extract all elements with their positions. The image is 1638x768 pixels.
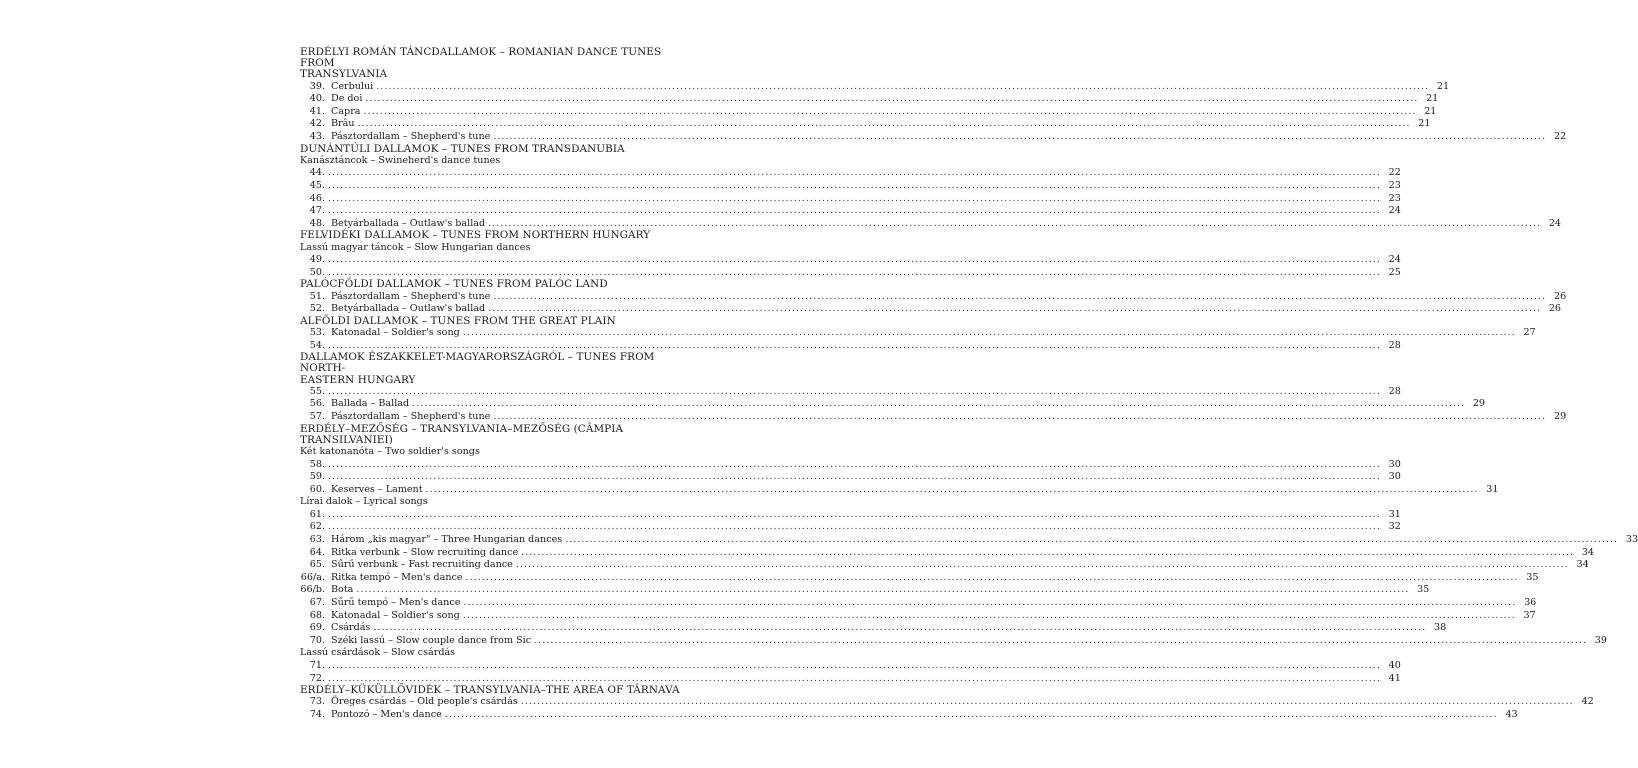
dot-leader: .................................................................................................................................................................................................................................................................... bbox=[328, 508, 1381, 520]
entry-page-number: 30 bbox=[1388, 458, 1401, 470]
entry-title: Betyárballada – Outlaw's ballad bbox=[331, 217, 486, 229]
entry-page-number: 42 bbox=[1581, 696, 1594, 708]
dot-leader: .................................................................................................................................................................................................................................................................... bbox=[493, 410, 1547, 422]
entry-page-number: 21 bbox=[1418, 118, 1431, 130]
toc-entry[interactable] bbox=[300, 634, 1607, 648]
dot-leader: .................................................................................................................................................................................................................................................................... bbox=[328, 266, 1381, 278]
entry-title: Ritka tempó – Men's dance bbox=[331, 571, 463, 583]
entry-number: 56. bbox=[309, 398, 325, 410]
section-title bbox=[300, 144, 692, 155]
section-title bbox=[300, 47, 692, 81]
dot-leader: .................................................................................................................................................................................................................................................................... bbox=[565, 534, 1619, 546]
toc-entry[interactable] bbox=[300, 471, 1401, 484]
entry-number: 67. bbox=[309, 597, 325, 609]
dot-leader: .................................................................................................................................................................................................................................................................... bbox=[425, 483, 1479, 495]
entry-number: 48. bbox=[309, 217, 325, 229]
entry-page-number: 31 bbox=[1486, 483, 1499, 495]
entry-title: Pontozó – Men's dance bbox=[331, 708, 442, 720]
toc-entry[interactable] bbox=[300, 192, 1401, 206]
toc-entry[interactable] bbox=[300, 326, 1536, 340]
toc-entry[interactable] bbox=[300, 622, 1447, 635]
entry-number: 71. bbox=[309, 660, 325, 671]
entry-title: Capra bbox=[331, 105, 361, 117]
section-title-line: DALLAMOK ÉSZAKKELET-MAGYARORSZÁGRÓL – TUNES FROM NORTH- bbox=[300, 351, 655, 375]
entry-page-number: 29 bbox=[1472, 398, 1486, 410]
entry-number: 66/a. bbox=[300, 571, 325, 583]
dot-leader: .................................................................................................................................................................................................................................................................... bbox=[328, 672, 1381, 684]
entry-number: 39. bbox=[309, 80, 325, 92]
section-title bbox=[300, 279, 692, 290]
entry-page-number: 28 bbox=[1388, 385, 1401, 397]
toc-entry[interactable] bbox=[300, 93, 1439, 106]
section-title bbox=[300, 230, 692, 241]
entry-title: Cerbului bbox=[331, 80, 374, 92]
entry-number: 57. bbox=[309, 410, 325, 422]
toc-entry[interactable] bbox=[300, 130, 1567, 144]
subsection-title: Két katonanóta – Two soldier's songs bbox=[300, 445, 480, 457]
section-title-line: TRANSYLVANIA bbox=[300, 68, 388, 81]
subsection-title: Lassú csárdások – Slow csárdás bbox=[300, 647, 456, 659]
entry-number: 65. bbox=[309, 559, 325, 571]
entry-number: 63. bbox=[309, 534, 325, 546]
entry-page-number: 22 bbox=[1553, 130, 1567, 142]
entry-page-number: 21 bbox=[1426, 93, 1439, 105]
entry-page-number: 24 bbox=[1548, 217, 1562, 229]
entry-title: De doi bbox=[331, 93, 363, 105]
entry-page-number: 31 bbox=[1388, 508, 1401, 520]
toc-entry[interactable] bbox=[300, 410, 1567, 424]
section-title bbox=[300, 424, 692, 446]
entry-number: 45. bbox=[309, 179, 325, 191]
section-title-line: ERDÉLY–MEZŐSÉG – TRANSYLVANIA–MEZŐSÉG (CÂMPIA TRANSILVANIEI) bbox=[300, 422, 624, 446]
section-title bbox=[300, 316, 692, 327]
entry-page-number: 36 bbox=[1524, 597, 1537, 609]
toc-entry[interactable] bbox=[300, 534, 1638, 547]
entry-title: Pásztordallam – Shepherd's tune bbox=[331, 410, 491, 422]
toc-entry[interactable] bbox=[300, 398, 1486, 411]
section-title bbox=[300, 685, 692, 696]
dot-leader: .................................................................................................................................................................................................................................................................... bbox=[493, 130, 1547, 142]
entry-number: 54. bbox=[309, 339, 325, 351]
entry-number: 64. bbox=[309, 546, 325, 558]
dot-leader: .................................................................................................................................................................................................................................................................... bbox=[521, 546, 1575, 558]
entry-number: 58. bbox=[309, 458, 325, 470]
entry-title: Ballada – Ballad bbox=[331, 398, 410, 410]
dot-leader: .................................................................................................................................................................................................................................................................... bbox=[376, 80, 1430, 92]
entry-number: 50. bbox=[309, 266, 325, 278]
dot-leader: .................................................................................................................................................................................................................................................................... bbox=[328, 179, 1381, 191]
entry-number: 44. bbox=[309, 167, 325, 179]
entry-page-number: 35 bbox=[1526, 571, 1539, 583]
entry-number: 47. bbox=[309, 205, 325, 217]
entry-page-number: 38 bbox=[1434, 622, 1447, 634]
dot-leader: .................................................................................................................................................................................................................................................................... bbox=[365, 93, 1419, 105]
dot-leader: .................................................................................................................................................................................................................................................................... bbox=[488, 217, 1542, 229]
subsection-title: Kanásztáncok – Swineherd's dance tunes bbox=[300, 154, 501, 166]
toc-entry[interactable] bbox=[300, 708, 1518, 722]
dot-leader: .................................................................................................................................................................................................................................................................... bbox=[444, 708, 1498, 720]
entry-number: 62. bbox=[309, 521, 325, 533]
entry-title: Brâu bbox=[331, 118, 355, 130]
entry-title: Katonadal – Soldier's song bbox=[331, 326, 460, 338]
section-title-line: EASTERN HUNGARY bbox=[300, 373, 416, 386]
entry-number: 52. bbox=[309, 303, 325, 315]
toc-entry[interactable] bbox=[300, 521, 1401, 534]
entry-title: Pásztordallam – Shepherd's tune bbox=[331, 130, 491, 142]
dot-leader: .................................................................................................................................................................................................................................................................... bbox=[328, 458, 1381, 470]
toc-entry[interactable] bbox=[300, 571, 1539, 585]
entry-number: 70. bbox=[309, 634, 325, 646]
entry-page-number: 37 bbox=[1523, 609, 1536, 621]
section-title-line: ERDÉLY–KÜKÜLLŐVIDÉK – TRANSYLVANIA–THE AREA OF TÂRNAVA bbox=[300, 684, 680, 697]
dot-leader: .................................................................................................................................................................................................................................................................... bbox=[328, 205, 1381, 217]
entry-title: Három „kis magyar" – Three Hungarian dances bbox=[331, 534, 563, 546]
toc-entry[interactable] bbox=[300, 80, 1450, 94]
entry-number: 66/b. bbox=[300, 584, 325, 596]
entry-title: Katonadal – Soldier's song bbox=[331, 609, 460, 621]
toc-entry[interactable] bbox=[300, 660, 1401, 673]
dot-leader: .................................................................................................................................................................................................................................................................... bbox=[356, 584, 1410, 596]
entry-title: Keserves – Lament bbox=[331, 483, 423, 495]
section-title-line: PALÓCFÖLDI DALLAMOK – TUNES FROM PALÓC LAND bbox=[300, 278, 608, 291]
toc-entry[interactable] bbox=[300, 483, 1499, 497]
entry-number: 40. bbox=[309, 93, 325, 105]
entry-number: 51. bbox=[309, 290, 325, 302]
entry-title: Sűrű tempó – Men's dance bbox=[331, 597, 461, 609]
entry-number: 49. bbox=[309, 254, 325, 266]
entry-title: Öreges csárdás – Old people's csárdás bbox=[331, 696, 518, 708]
toc-entry[interactable] bbox=[300, 559, 1589, 572]
entry-title: Sűrű verbunk – Fast recruiting dance bbox=[331, 559, 513, 571]
entry-number: 53. bbox=[309, 326, 325, 338]
entry-number: 60. bbox=[309, 483, 325, 495]
entry-page-number: 22 bbox=[1388, 167, 1401, 179]
section-title-line: DUNÁNTÚLI DALLAMOK – TUNES FROM TRANSDANUBIA bbox=[300, 142, 625, 155]
entry-page-number: 39 bbox=[1594, 634, 1607, 646]
dot-leader: .................................................................................................................................................................................................................................................................... bbox=[493, 290, 1547, 302]
dot-leader: .................................................................................................................................................................................................................................................................... bbox=[463, 597, 1517, 609]
toc-entry[interactable] bbox=[300, 303, 1562, 316]
entry-page-number: 25 bbox=[1388, 266, 1401, 278]
section-title-line: ERDÉLYI ROMÁN TÁNCDALLAMOK – ROMANIAN DANCE TUNES FROM bbox=[300, 46, 662, 70]
toc-entry[interactable] bbox=[300, 290, 1567, 304]
section-title-line: ALFÖLDI DALLAMOK – TUNES FROM THE GREAT PLAIN bbox=[300, 314, 616, 327]
entry-page-number: 40 bbox=[1388, 660, 1401, 671]
dot-leader: .................................................................................................................................................................................................................................................................... bbox=[412, 398, 1466, 410]
entry-page-number: 27 bbox=[1523, 326, 1536, 338]
dot-leader: .................................................................................................................................................................................................................................................................... bbox=[328, 167, 1381, 179]
dot-leader: .................................................................................................................................................................................................................................................................... bbox=[328, 385, 1381, 397]
table-of-contents bbox=[300, 46, 1638, 722]
entry-page-number: 29 bbox=[1553, 410, 1567, 422]
entry-page-number: 34 bbox=[1581, 546, 1595, 558]
entry-title: Széki lassú – Slow couple dance from Sic bbox=[331, 634, 532, 646]
entry-number: 68. bbox=[309, 609, 325, 621]
entry-page-number: 23 bbox=[1388, 179, 1401, 191]
entry-number: 43. bbox=[309, 130, 325, 142]
dot-leader: .................................................................................................................................................................................................................................................................... bbox=[328, 254, 1381, 266]
entry-page-number: 32 bbox=[1388, 521, 1401, 533]
entry-title: Betyárballada – Outlaw's ballad bbox=[331, 303, 486, 315]
toc-entry[interactable] bbox=[300, 254, 1401, 267]
dot-leader: .................................................................................................................................................................................................................................................................... bbox=[462, 326, 1516, 338]
toc-entry[interactable] bbox=[300, 118, 1431, 131]
subsection-title: Lassú magyar táncok – Slow Hungarian dances bbox=[300, 241, 531, 253]
toc-entry[interactable] bbox=[300, 696, 1594, 709]
entry-number: 46. bbox=[309, 192, 325, 204]
dot-leader: .................................................................................................................................................................................................................................................................... bbox=[357, 118, 1411, 130]
entry-title: Ritka verbunk – Slow recruiting dance bbox=[331, 546, 519, 558]
entry-number: 41. bbox=[309, 105, 325, 117]
toc-entry[interactable] bbox=[300, 508, 1401, 522]
toc-entry[interactable] bbox=[300, 458, 1401, 472]
dot-leader: .................................................................................................................................................................................................................................................................... bbox=[465, 571, 1519, 583]
toc-entry[interactable] bbox=[300, 205, 1401, 218]
dot-leader: .................................................................................................................................................................................................................................................................... bbox=[328, 339, 1381, 351]
entry-number: 72. bbox=[309, 672, 325, 684]
entry-page-number: 35 bbox=[1417, 584, 1430, 596]
dot-leader: .................................................................................................................................................................................................................................................................... bbox=[488, 303, 1542, 315]
entry-number: 55. bbox=[309, 385, 325, 397]
entry-number: 42. bbox=[309, 118, 325, 130]
entry-number: 73. bbox=[309, 696, 325, 708]
entry-title: Pásztordallam – Shepherd's tune bbox=[331, 290, 491, 302]
toc-entry[interactable] bbox=[300, 167, 1401, 180]
dot-leader: .................................................................................................................................................................................................................................................................... bbox=[373, 622, 1427, 634]
entry-page-number: 33 bbox=[1625, 534, 1638, 546]
dot-leader: .................................................................................................................................................................................................................................................................... bbox=[534, 634, 1587, 646]
dot-leader: .................................................................................................................................................................................................................................................................... bbox=[520, 696, 1574, 708]
section-title-line: FELVIDÉKI DALLAMOK – TUNES FROM NORTHERN HUNGARY bbox=[300, 229, 651, 242]
dot-leader: .................................................................................................................................................................................................................................................................... bbox=[515, 559, 1569, 571]
entry-page-number: 26 bbox=[1548, 303, 1562, 315]
subsection-title: Lírai dalok – Lyrical songs bbox=[300, 496, 428, 508]
entry-title: Bota bbox=[331, 584, 354, 596]
dot-leader: .................................................................................................................................................................................................................................................................... bbox=[462, 609, 1516, 621]
section-title bbox=[300, 352, 692, 386]
toc-entry[interactable] bbox=[300, 584, 1430, 597]
entry-page-number: 23 bbox=[1388, 192, 1401, 204]
entry-number: 74. bbox=[309, 708, 325, 720]
dot-leader: .................................................................................................................................................................................................................................................................... bbox=[328, 660, 1381, 671]
entry-title: Csárdás bbox=[331, 622, 371, 634]
entry-page-number: 24 bbox=[1388, 254, 1401, 266]
toc-entry[interactable] bbox=[300, 385, 1401, 399]
toc-entry[interactable] bbox=[300, 597, 1537, 610]
toc-entry[interactable] bbox=[300, 546, 1595, 560]
toc-entry[interactable] bbox=[300, 105, 1437, 119]
dot-leader: .................................................................................................................................................................................................................................................................... bbox=[328, 471, 1381, 483]
entry-page-number: 34 bbox=[1576, 559, 1589, 571]
entry-page-number: 30 bbox=[1388, 471, 1401, 483]
dot-leader: .................................................................................................................................................................................................................................................................... bbox=[363, 105, 1417, 117]
entry-page-number: 43 bbox=[1505, 708, 1518, 720]
entry-page-number: 21 bbox=[1424, 105, 1437, 117]
toc-entry[interactable] bbox=[300, 179, 1401, 193]
dot-leader: .................................................................................................................................................................................................................................................................... bbox=[328, 521, 1381, 533]
entry-page-number: 26 bbox=[1553, 290, 1567, 302]
entry-number: 59. bbox=[309, 471, 325, 483]
toc-entry[interactable] bbox=[300, 609, 1536, 623]
entry-number: 69. bbox=[309, 622, 325, 634]
entry-page-number: 28 bbox=[1388, 339, 1401, 351]
entry-page-number: 21 bbox=[1436, 80, 1450, 92]
dot-leader: .................................................................................................................................................................................................................................................................... bbox=[328, 192, 1381, 204]
entry-page-number: 41 bbox=[1388, 672, 1401, 684]
entry-number: 61. bbox=[309, 508, 325, 520]
entry-page-number: 24 bbox=[1388, 205, 1401, 217]
